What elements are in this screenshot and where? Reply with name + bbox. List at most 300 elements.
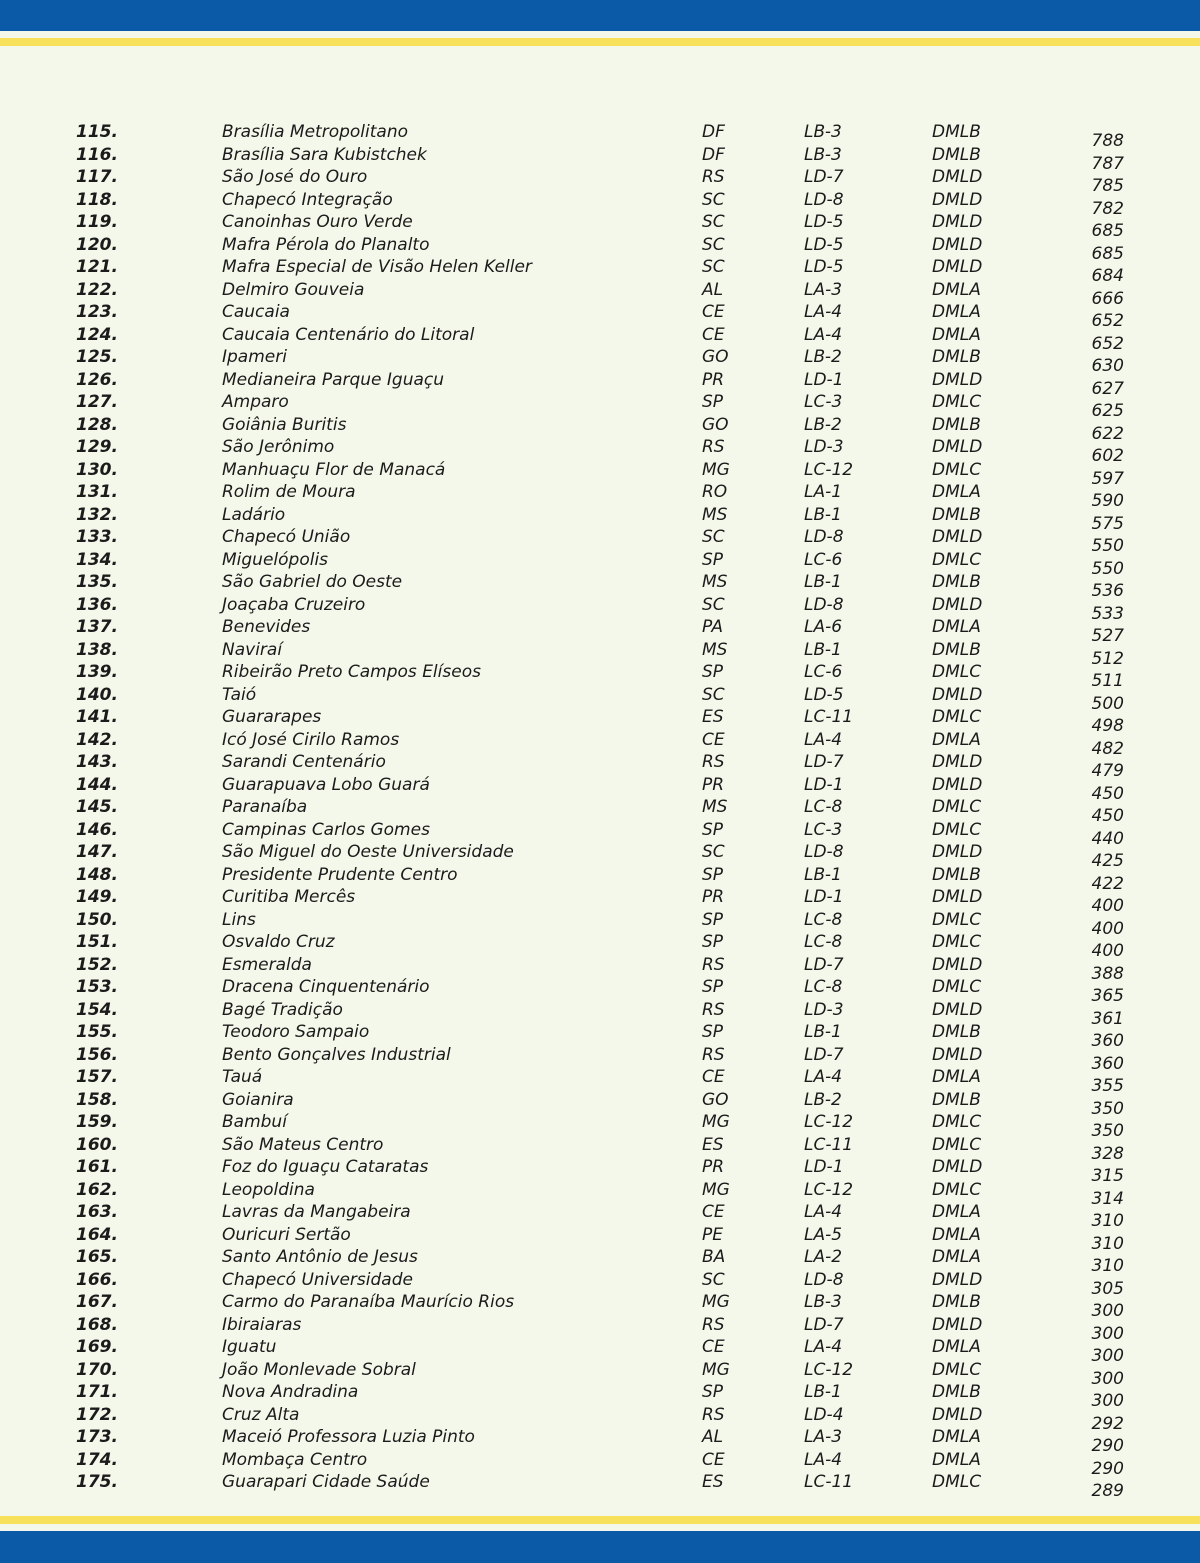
rank-number: 136. xyxy=(76,594,118,615)
rank-number: 158. xyxy=(76,1089,118,1110)
table-row xyxy=(0,1201,1200,1231)
club-name: Mafra Pérola do Planalto xyxy=(222,234,430,255)
points-value: 314 xyxy=(1091,1188,1124,1209)
district-code: LA-3 xyxy=(804,1427,843,1447)
district-code: LD-5 xyxy=(804,684,844,705)
rank-number: 140. xyxy=(76,684,118,705)
points-value: 310 xyxy=(1091,1233,1124,1254)
rank-number: 154. xyxy=(76,999,118,1020)
state-code: SC xyxy=(702,212,725,232)
club-name: Brasília Sara Kubistchek xyxy=(222,144,427,165)
district-code: LD-1 xyxy=(804,774,844,795)
state-code: GO xyxy=(702,414,729,435)
table-row xyxy=(0,796,1200,826)
state-code: RS xyxy=(702,954,725,975)
table-row xyxy=(0,301,1200,331)
multiple-district-code: DMLA xyxy=(932,302,981,322)
district-code: LC-12 xyxy=(804,459,854,480)
table-row xyxy=(0,436,1200,466)
district-code: LB-3 xyxy=(804,122,842,142)
club-name: Bambuí xyxy=(222,1112,287,1132)
points-value: 500 xyxy=(1091,693,1124,714)
points-value: 782 xyxy=(1091,198,1124,219)
rank-number: 134. xyxy=(76,549,118,570)
points-value: 498 xyxy=(1091,716,1124,736)
district-code: LC-11 xyxy=(804,707,854,727)
table-row xyxy=(0,1066,1200,1096)
multiple-district-code: DMLD xyxy=(932,594,983,615)
club-name: Curitiba Mercês xyxy=(222,887,356,907)
state-code: RS xyxy=(702,1044,725,1065)
district-code: LC-8 xyxy=(804,932,843,952)
rank-number: 137. xyxy=(76,617,118,637)
points-value: 300 xyxy=(1091,1346,1124,1366)
points-value: 685 xyxy=(1091,221,1124,241)
club-name: São Mateus Centro xyxy=(222,1134,384,1155)
rank-number: 138. xyxy=(76,639,118,660)
district-code: LC-3 xyxy=(804,392,843,412)
state-code: MS xyxy=(702,572,728,592)
district-code: LB-1 xyxy=(804,1022,842,1042)
rank-number: 144. xyxy=(76,774,118,795)
points-value: 550 xyxy=(1091,558,1124,579)
multiple-district-code: DMLA xyxy=(932,324,981,345)
table-row xyxy=(0,234,1200,264)
state-code: MG xyxy=(702,1292,730,1312)
club-name: Presidente Prudente Centro xyxy=(222,864,458,885)
points-value: 360 xyxy=(1091,1031,1124,1051)
points-value: 388 xyxy=(1091,963,1124,984)
table-row xyxy=(0,121,1200,151)
club-name: Tauá xyxy=(222,1067,263,1087)
multiple-district-code: DMLD xyxy=(932,527,983,547)
table-row xyxy=(0,549,1200,579)
district-code: LB-1 xyxy=(804,504,842,525)
state-code: PE xyxy=(702,1224,723,1245)
rank-number: 168. xyxy=(76,1314,118,1335)
club-name: Guararapes xyxy=(222,707,322,727)
club-name: São Miguel do Oeste Universidade xyxy=(222,842,514,862)
bottom-blue-band xyxy=(0,1531,1200,1563)
rank-number: 125. xyxy=(76,347,118,367)
table-row xyxy=(0,1314,1200,1344)
club-name: Brasília Metropolitano xyxy=(222,122,408,142)
club-name: Goianira xyxy=(222,1089,294,1110)
district-code: LB-2 xyxy=(804,347,842,367)
multiple-district-code: DMLA xyxy=(932,1449,981,1470)
table-row xyxy=(0,594,1200,624)
rank-number: 167. xyxy=(76,1292,118,1312)
table-row xyxy=(0,1156,1200,1186)
state-code: AL xyxy=(702,1427,724,1447)
state-code: BA xyxy=(702,1247,726,1267)
district-code: LD-4 xyxy=(804,1404,844,1425)
club-name: Manhuaçu Flor de Manacá xyxy=(222,459,446,480)
table-row xyxy=(0,369,1200,399)
table-row xyxy=(0,1336,1200,1366)
club-name: Icó José Cirilo Ramos xyxy=(222,729,400,750)
rank-number: 120. xyxy=(76,234,118,255)
table-row xyxy=(0,1111,1200,1141)
points-value: 400 xyxy=(1091,918,1124,939)
state-code: CE xyxy=(702,729,725,750)
table-row xyxy=(0,211,1200,241)
club-name: Caucaia xyxy=(222,302,290,322)
multiple-district-code: DMLC xyxy=(932,819,982,840)
points-value: 597 xyxy=(1091,468,1124,489)
club-name: Guarapari Cidade Saúde xyxy=(222,1472,430,1492)
multiple-district-code: DMLB xyxy=(932,122,981,142)
points-value: 290 xyxy=(1091,1436,1124,1456)
rank-number: 141. xyxy=(76,707,118,727)
club-name: Sarandi Centenário xyxy=(222,752,386,772)
table-row xyxy=(0,481,1200,511)
points-value: 289 xyxy=(1091,1481,1124,1501)
district-code: LA-4 xyxy=(804,302,843,322)
district-code: LC-8 xyxy=(804,977,843,997)
table-row xyxy=(0,571,1200,601)
club-name: São Jerônimo xyxy=(222,437,335,457)
multiple-district-code: DMLC xyxy=(932,549,982,570)
club-name: Paranaíba xyxy=(222,797,308,817)
district-code: LA-1 xyxy=(804,482,843,502)
state-code: RS xyxy=(702,1404,725,1425)
multiple-district-code: DMLD xyxy=(932,167,983,187)
points-value: 350 xyxy=(1091,1098,1124,1119)
club-name: Mafra Especial de Visão Helen Keller xyxy=(222,257,532,277)
multiple-district-code: DMLD xyxy=(932,999,983,1020)
table-row xyxy=(0,886,1200,916)
district-code: LD-7 xyxy=(804,954,844,975)
table-row xyxy=(0,976,1200,1006)
rank-number: 118. xyxy=(76,189,118,210)
district-code: LC-12 xyxy=(804,1112,854,1132)
state-code: SP xyxy=(702,392,724,412)
multiple-district-code: DMLA xyxy=(932,617,981,637)
rank-number: 129. xyxy=(76,437,118,457)
district-code: LB-2 xyxy=(804,414,842,435)
multiple-district-code: DMLD xyxy=(932,212,983,232)
table-row xyxy=(0,346,1200,376)
rank-number: 149. xyxy=(76,887,118,907)
table-row xyxy=(0,661,1200,691)
multiple-district-code: DMLD xyxy=(932,369,983,390)
state-code: CE xyxy=(702,324,725,345)
district-code: LB-3 xyxy=(804,144,842,165)
district-code: LD-5 xyxy=(804,257,844,277)
state-code: CE xyxy=(702,302,725,322)
table-row xyxy=(0,774,1200,804)
table-row xyxy=(0,1381,1200,1411)
multiple-district-code: DMLC xyxy=(932,1179,982,1200)
rank-number: 115. xyxy=(76,122,118,142)
rank-number: 165. xyxy=(76,1247,118,1267)
district-code: LC-6 xyxy=(804,662,843,682)
state-code: DF xyxy=(702,122,725,142)
district-code: LC-6 xyxy=(804,549,843,570)
points-value: 425 xyxy=(1091,851,1124,871)
district-code: LA-3 xyxy=(804,279,843,300)
state-code: PR xyxy=(702,1157,725,1177)
rank-number: 139. xyxy=(76,662,118,682)
points-value: 400 xyxy=(1091,941,1124,961)
state-code: SP xyxy=(702,977,724,997)
district-code: LC-3 xyxy=(804,819,843,840)
rank-number: 148. xyxy=(76,864,118,885)
multiple-district-code: DMLA xyxy=(932,1067,981,1087)
state-code: RS xyxy=(702,167,725,187)
multiple-district-code: DMLB xyxy=(932,864,981,885)
rank-number: 163. xyxy=(76,1202,118,1222)
multiple-district-code: DMLB xyxy=(932,144,981,165)
rank-number: 135. xyxy=(76,572,118,592)
district-code: LD-1 xyxy=(804,1157,844,1177)
state-code: SC xyxy=(702,257,725,277)
state-code: SC xyxy=(702,527,725,547)
table-row xyxy=(0,391,1200,421)
points-value: 355 xyxy=(1091,1076,1124,1096)
table-row xyxy=(0,1089,1200,1119)
points-value: 360 xyxy=(1091,1053,1124,1074)
points-value: 300 xyxy=(1091,1301,1124,1321)
rank-number: 157. xyxy=(76,1067,118,1087)
table-row xyxy=(0,1021,1200,1051)
club-name: Medianeira Parque Iguaçu xyxy=(222,369,445,390)
club-name: Teodoro Sampaio xyxy=(222,1022,370,1042)
rank-number: 164. xyxy=(76,1224,118,1245)
club-name: Nova Andradina xyxy=(222,1382,359,1402)
state-code: PR xyxy=(702,774,725,795)
table-row xyxy=(0,999,1200,1029)
points-value: 788 xyxy=(1091,131,1124,151)
district-code: LD-3 xyxy=(804,999,844,1020)
points-value: 533 xyxy=(1091,603,1124,624)
state-code: RS xyxy=(702,999,725,1020)
club-name: Osvaldo Cruz xyxy=(222,932,335,952)
table-row xyxy=(0,256,1200,286)
club-name: Esmeralda xyxy=(222,954,312,975)
points-value: 652 xyxy=(1091,311,1124,331)
table-row xyxy=(0,324,1200,354)
rank-number: 160. xyxy=(76,1134,118,1155)
multiple-district-code: DMLD xyxy=(932,189,983,210)
rank-number: 161. xyxy=(76,1157,118,1177)
state-code: DF xyxy=(702,144,725,165)
table-row xyxy=(0,684,1200,714)
state-code: SC xyxy=(702,684,725,705)
table-row xyxy=(0,1449,1200,1479)
rank-number: 117. xyxy=(76,167,118,187)
top-blue-band xyxy=(0,0,1200,31)
points-value: 622 xyxy=(1091,423,1124,444)
state-code: MG xyxy=(702,459,730,480)
state-code: SP xyxy=(702,662,724,682)
multiple-district-code: DMLD xyxy=(932,1157,983,1177)
table-row xyxy=(0,706,1200,736)
multiple-district-code: DMLD xyxy=(932,1044,983,1065)
points-value: 575 xyxy=(1091,513,1124,534)
points-value: 292 xyxy=(1091,1413,1124,1434)
district-code: LA-4 xyxy=(804,1337,843,1357)
club-name: Canoinhas Ouro Verde xyxy=(222,212,413,232)
district-code: LD-8 xyxy=(804,189,844,210)
district-code: LD-7 xyxy=(804,1314,844,1335)
table-row xyxy=(0,1471,1200,1501)
district-code: LD-8 xyxy=(804,594,844,615)
rank-number: 162. xyxy=(76,1179,118,1200)
points-value: 785 xyxy=(1091,176,1124,196)
rank-number: 156. xyxy=(76,1044,118,1065)
table-row xyxy=(0,639,1200,669)
rank-number: 146. xyxy=(76,819,118,840)
rank-number: 173. xyxy=(76,1427,118,1447)
table-row xyxy=(0,1224,1200,1254)
multiple-district-code: DMLD xyxy=(932,437,983,457)
table-row xyxy=(0,166,1200,196)
district-code: LD-8 xyxy=(804,527,844,547)
district-code: LA-4 xyxy=(804,729,843,750)
district-code: LD-1 xyxy=(804,369,844,390)
state-code: SP xyxy=(702,864,724,885)
district-code: LA-2 xyxy=(804,1247,843,1267)
state-code: PR xyxy=(702,369,725,390)
district-code: LA-4 xyxy=(804,1202,843,1222)
points-value: 630 xyxy=(1091,356,1124,376)
district-code: LD-5 xyxy=(804,212,844,232)
club-name: São José do Ouro xyxy=(222,167,368,187)
rank-number: 150. xyxy=(76,909,118,930)
district-code: LB-1 xyxy=(804,864,842,885)
state-code: SC xyxy=(702,594,725,615)
state-code: AL xyxy=(702,279,724,300)
table-row xyxy=(0,1269,1200,1299)
state-code: RS xyxy=(702,437,725,457)
state-code: MS xyxy=(702,639,728,660)
multiple-district-code: DMLD xyxy=(932,752,983,772)
multiple-district-code: DMLB xyxy=(932,639,981,660)
club-name: Ribeirão Preto Campos Elíseos xyxy=(222,662,481,682)
table-row xyxy=(0,279,1200,309)
rank-number: 166. xyxy=(76,1269,118,1290)
multiple-district-code: DMLB xyxy=(932,1022,981,1042)
state-code: ES xyxy=(702,1472,724,1492)
state-code: SP xyxy=(702,909,724,930)
rank-number: 126. xyxy=(76,369,118,390)
multiple-district-code: DMLC xyxy=(932,1134,982,1155)
multiple-district-code: DMLD xyxy=(932,257,983,277)
table-row xyxy=(0,144,1200,174)
club-name: Taió xyxy=(222,684,257,705)
club-name: Chapecó Universidade xyxy=(222,1269,413,1290)
multiple-district-code: DMLB xyxy=(932,504,981,525)
multiple-district-code: DMLA xyxy=(932,482,981,502)
multiple-district-code: DMLD xyxy=(932,684,983,705)
club-name: Lins xyxy=(222,909,256,930)
state-code: RS xyxy=(702,752,725,772)
district-code: LB-1 xyxy=(804,639,842,660)
points-value: 365 xyxy=(1091,986,1124,1006)
points-value: 527 xyxy=(1091,626,1124,646)
state-code: PR xyxy=(702,887,725,907)
table-row xyxy=(0,864,1200,894)
district-code: LB-1 xyxy=(804,1382,842,1402)
bottom-yellow-stripe xyxy=(0,1516,1200,1524)
points-value: 590 xyxy=(1091,491,1124,511)
state-code: SP xyxy=(702,1382,724,1402)
club-name: Ibiraiaras xyxy=(222,1314,302,1335)
club-name: Cruz Alta xyxy=(222,1404,300,1425)
district-code: LA-4 xyxy=(804,1449,843,1470)
club-name: Ouricuri Sertão xyxy=(222,1224,351,1245)
points-value: 300 xyxy=(1091,1323,1124,1344)
district-code: LB-2 xyxy=(804,1089,842,1110)
rank-number: 152. xyxy=(76,954,118,975)
table-row xyxy=(0,931,1200,961)
top-yellow-stripe xyxy=(0,38,1200,46)
state-code: SC xyxy=(702,234,725,255)
rank-number: 147. xyxy=(76,842,118,862)
district-code: LD-7 xyxy=(804,167,844,187)
district-code: LC-11 xyxy=(804,1472,854,1492)
multiple-district-code: DMLA xyxy=(932,1337,981,1357)
club-name: Benevides xyxy=(222,617,311,637)
club-name: Caucaia Centenário do Litoral xyxy=(222,324,475,345)
club-name: Campinas Carlos Gomes xyxy=(222,819,430,840)
points-value: 536 xyxy=(1091,581,1124,601)
club-name: Mombaça Centro xyxy=(222,1449,368,1470)
multiple-district-code: DMLC xyxy=(932,909,982,930)
district-code: LB-3 xyxy=(804,1292,842,1312)
district-code: LD-7 xyxy=(804,1044,844,1065)
state-code: SC xyxy=(702,189,725,210)
district-code: LD-7 xyxy=(804,752,844,772)
points-value: 479 xyxy=(1091,761,1124,781)
district-code: LD-1 xyxy=(804,887,844,907)
points-value: 300 xyxy=(1091,1368,1124,1389)
rank-number: 121. xyxy=(76,257,118,277)
points-value: 440 xyxy=(1091,828,1124,849)
multiple-district-code: DMLD xyxy=(932,234,983,255)
district-code: LC-8 xyxy=(804,909,843,930)
points-value: 310 xyxy=(1091,1211,1124,1231)
multiple-district-code: DMLD xyxy=(932,842,983,862)
points-value: 450 xyxy=(1091,783,1124,804)
table-row xyxy=(0,1044,1200,1074)
district-code: LC-12 xyxy=(804,1179,854,1200)
club-name: Delmiro Gouveia xyxy=(222,279,365,300)
table-row xyxy=(0,414,1200,444)
points-value: 350 xyxy=(1091,1121,1124,1141)
points-value: 400 xyxy=(1091,896,1124,916)
district-code: LC-12 xyxy=(804,1359,854,1380)
rank-number: 131. xyxy=(76,482,118,502)
points-value: 290 xyxy=(1091,1458,1124,1479)
state-code: ES xyxy=(702,1134,724,1155)
points-value: 625 xyxy=(1091,401,1124,421)
district-code: LD-3 xyxy=(804,437,844,457)
state-code: SC xyxy=(702,842,725,862)
rank-number: 128. xyxy=(76,414,118,435)
points-value: 602 xyxy=(1091,446,1124,466)
multiple-district-code: DMLD xyxy=(932,1314,983,1335)
points-value: 300 xyxy=(1091,1391,1124,1411)
club-name: Ipameri xyxy=(222,347,287,367)
district-code: LD-8 xyxy=(804,842,844,862)
multiple-district-code: DMLB xyxy=(932,1382,981,1402)
rank-number: 153. xyxy=(76,977,118,997)
state-code: SP xyxy=(702,1022,724,1042)
table-row xyxy=(0,1291,1200,1321)
